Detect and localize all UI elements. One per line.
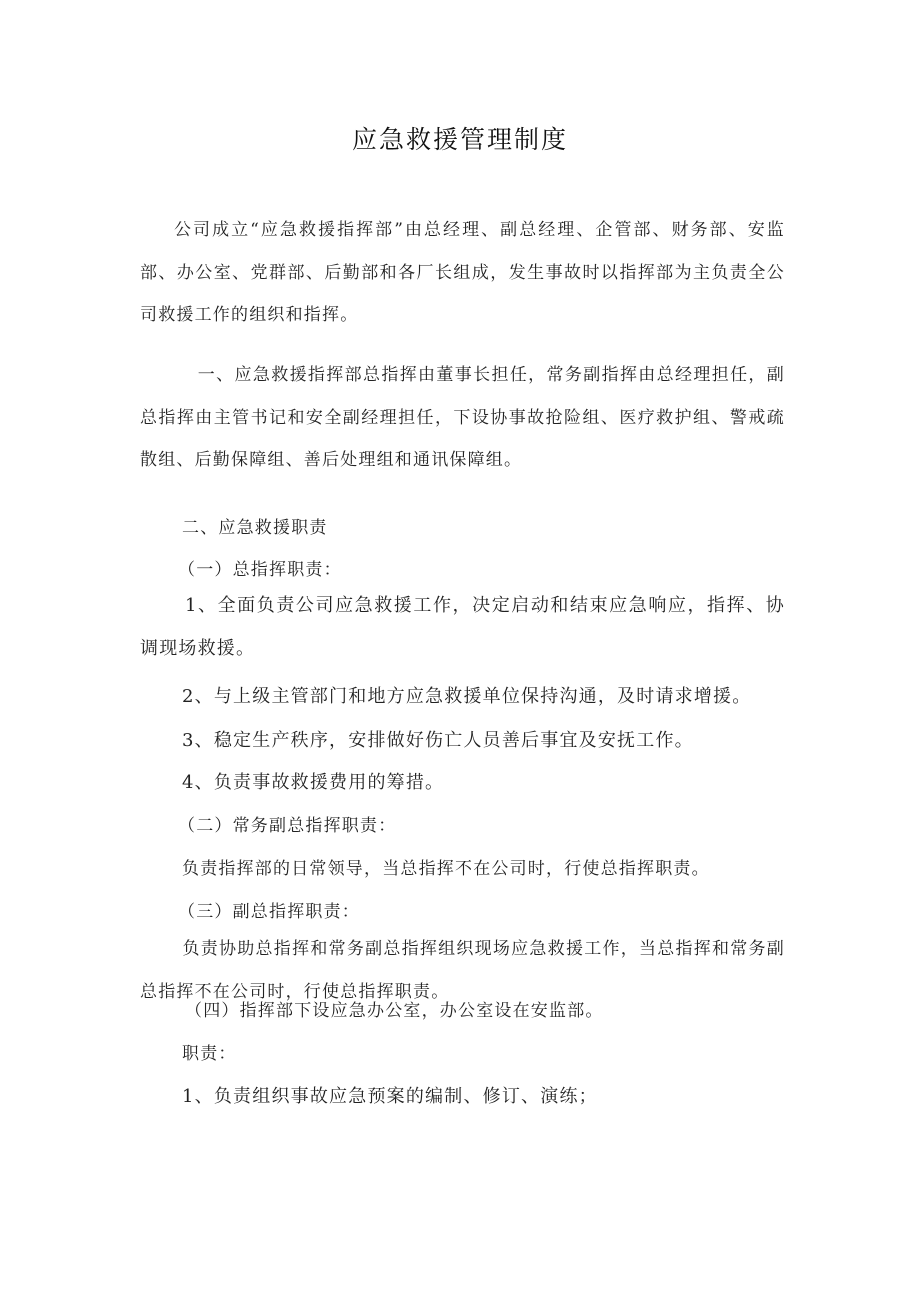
sub2-heading: （二）常务副总指挥职责： (178, 816, 397, 836)
sub1-item3: 3、稳定生产秩序，安排做好伤亡人员善后事宜及安抚工作。 (182, 730, 694, 751)
duty-item1: 1、负责组织事故应急预案的编制、修订、演练； (182, 1086, 598, 1107)
document-title: 应急救援管理制度 (351, 125, 568, 154)
section1-paragraph: 一、应急救援指挥部总指挥由董事长担任，常务副指挥由总经理担任，副总指挥由主管书记和安全副经理担任，下设协事故抢险组、医疗救护组、警戒疏散组、后勤保障组、善后处理组和通讯保障组。 (140, 365, 785, 470)
sub3-text: 负责协助总指挥和常务副总指挥组织现场应急救援工作，当总指挥和常务副总指挥不在公司时，行使总指挥职责。 (140, 939, 785, 1002)
duty-label: 职责： (182, 1044, 237, 1064)
section2-heading: 二、应急救援职责 (182, 518, 328, 538)
sub1-item4: 4、负责事故救援费用的筹措。 (182, 772, 445, 793)
sub1-heading: （一）总指挥职责： (178, 560, 342, 580)
sub3-heading: （三）副总指挥职责： (178, 902, 360, 922)
sub2-text: 负责指挥部的日常领导，当总指挥不在公司时，行使总指挥职责。 (182, 859, 710, 879)
sub4-heading: （四）指挥部下设应急办公室，办公室设在安监部。 (185, 1001, 604, 1021)
intro-paragraph: 公司成立“应急救援指挥部”由总经理、副总经理、企管部、财务部、安监部、办公室、党群部、后勤部和各厂长组成，发生事故时以指挥部为主负责全公司救援工作的组织和指挥。 (140, 220, 785, 325)
sub1-item2: 2、与上级主管部门和地方应急救援单位保持沟通，及时请求增援。 (182, 686, 752, 707)
sub1-item1: 1、全面负责公司应急救援工作，决定启动和结束应急响应，指挥、协调现场救援。 (140, 595, 785, 659)
